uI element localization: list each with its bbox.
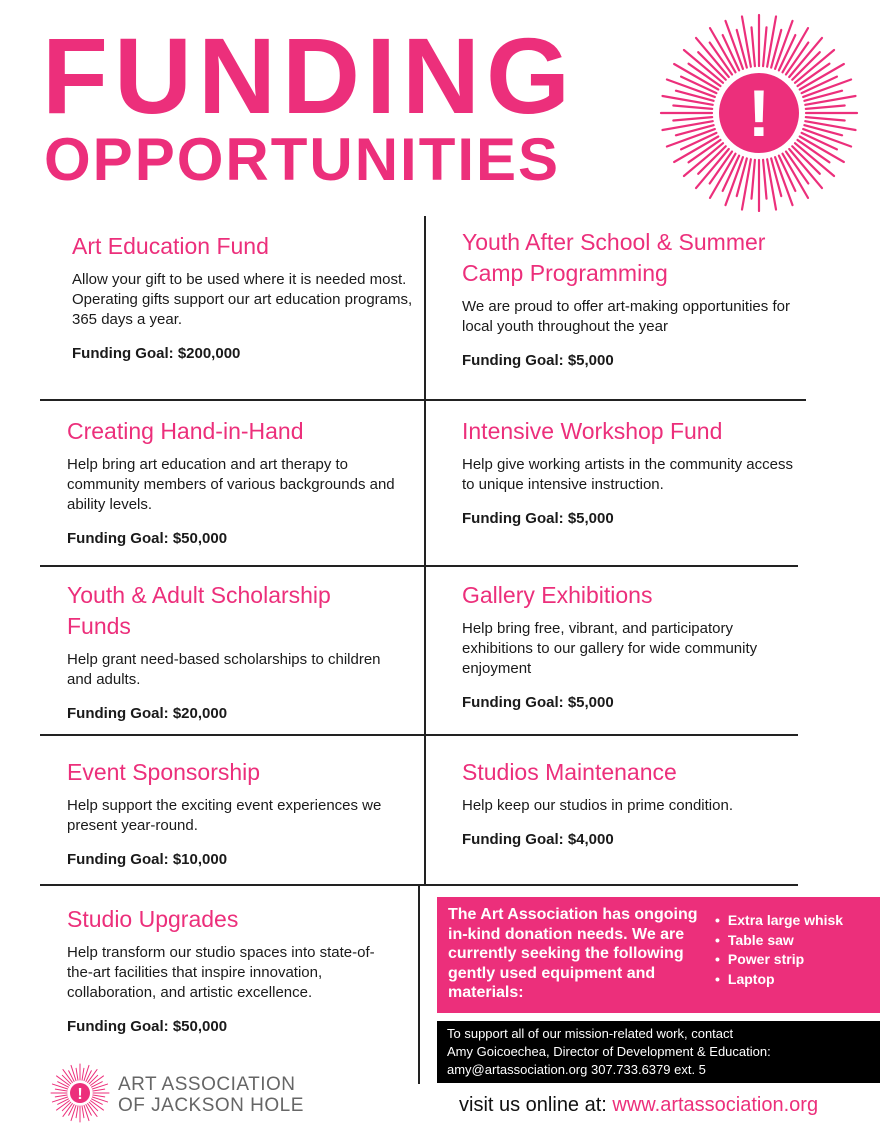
burst-ray bbox=[89, 1075, 97, 1083]
fund-title: Creating Hand-in-Hand bbox=[67, 418, 304, 444]
burst-ray bbox=[805, 121, 855, 130]
fund-gallery-exhibitions bbox=[462, 580, 800, 713]
row-divider-2 bbox=[40, 565, 798, 567]
fund-description: We are proud to offer art-making opportunities for local youth throughout the year bbox=[462, 298, 790, 335]
fund-title: Youth & Adult Scholarship Funds bbox=[67, 582, 331, 639]
fund-description: Help support the exciting event experiences we present year-round. bbox=[67, 797, 382, 834]
fund-description: Help give working artists in the community access to unique intensive instruction. bbox=[462, 456, 793, 493]
fund-title: Art Education Fund bbox=[72, 233, 269, 259]
burst-ray bbox=[84, 1105, 89, 1120]
burst-ray bbox=[82, 1106, 84, 1118]
visit-website bbox=[459, 1094, 818, 1117]
burst-ray bbox=[742, 159, 751, 209]
fund-goal: Funding Goal: $5,000 bbox=[462, 510, 614, 527]
donation-text: The Art Association has ongoing in-kind donation needs. We are currently seeking the following gently used equipment and materials: bbox=[448, 906, 698, 1001]
logo-exclamation: ! bbox=[77, 1086, 83, 1103]
org-name-line: ART ASSOCIATION bbox=[118, 1074, 296, 1095]
fund-goal: Funding Goal: $10,000 bbox=[67, 851, 228, 868]
burst-ray bbox=[71, 1065, 76, 1080]
fund-intensive-workshop bbox=[462, 416, 800, 529]
row-divider-1 bbox=[40, 399, 806, 401]
burst-ray bbox=[71, 1105, 76, 1120]
burst-ray bbox=[763, 160, 766, 199]
exclamation-mark: ! bbox=[748, 76, 770, 150]
burst-ray bbox=[93, 1095, 105, 1097]
burst-ray bbox=[806, 106, 845, 109]
fund-goal: Funding Goal: $20,000 bbox=[67, 705, 228, 722]
contact-email-phone[interactable]: amy@artassociation.org 307.733.6379 ext. 5 bbox=[447, 1062, 706, 1077]
website-link[interactable]: www.artassociation.org bbox=[612, 1094, 819, 1116]
burst-ray bbox=[92, 1084, 107, 1089]
row-divider-4 bbox=[40, 884, 798, 886]
fund-goal: Funding Goal: $5,000 bbox=[462, 694, 614, 711]
burst-ray bbox=[767, 16, 776, 66]
contact-line: To support all of our mission-related work, contact bbox=[447, 1026, 734, 1041]
burst-ray bbox=[806, 117, 845, 120]
burst-ray bbox=[763, 27, 766, 66]
burst-ray bbox=[742, 16, 751, 66]
fund-title: Studios Maintenance bbox=[462, 759, 677, 785]
fund-description: Help grant need-based scholarships to children and adults. bbox=[67, 651, 381, 688]
fund-description: Help transform our studio spaces into state-of-the-art facilities that inspire innovation, collaboration, and artistic excellence. bbox=[67, 944, 375, 1001]
exclamation-burst-icon bbox=[646, 12, 866, 212]
contact-box bbox=[437, 1021, 880, 1083]
in-kind-donation-box bbox=[437, 897, 880, 1013]
fund-goal: Funding Goal: $4,000 bbox=[462, 831, 614, 848]
burst-ray bbox=[76, 1106, 78, 1118]
row-divider-3 bbox=[40, 734, 798, 736]
fund-description: Help bring free, vibrant, and participatory exhibitions to our gallery for wide community enjoyment bbox=[462, 620, 758, 677]
burst-ray bbox=[82, 1068, 84, 1080]
fund-studio-upgrades bbox=[67, 904, 387, 1037]
fund-goal: Funding Goal: $5,000 bbox=[462, 352, 614, 369]
page-subtitle: OPPORTUNITIES bbox=[44, 126, 561, 193]
fund-title: Studio Upgrades bbox=[67, 906, 239, 932]
burst-ray bbox=[89, 1102, 97, 1110]
art-association-logo-icon bbox=[50, 1063, 110, 1123]
burst-ray bbox=[673, 106, 712, 109]
burst-ray bbox=[767, 159, 776, 209]
burst-ray bbox=[76, 1068, 78, 1080]
burst-ray bbox=[662, 96, 712, 105]
burst-ray bbox=[52, 1097, 67, 1102]
list-item: • Table saw bbox=[715, 931, 843, 951]
contact-line: Amy Goicoechea, Director of Development & Education: bbox=[447, 1044, 771, 1059]
list-item: • Laptop bbox=[715, 970, 843, 990]
fund-description: Help keep our studios in prime condition. bbox=[462, 797, 733, 814]
burst-ray bbox=[805, 96, 855, 105]
visit-label: visit us online at: bbox=[459, 1094, 607, 1116]
fund-art-education bbox=[72, 231, 417, 364]
fund-title: Event Sponsorship bbox=[67, 759, 261, 785]
burst-ray bbox=[752, 160, 755, 199]
fund-title: Intensive Workshop Fund bbox=[462, 418, 723, 444]
column-divider-bottom bbox=[418, 886, 420, 1084]
fund-creating-hand-in-hand bbox=[67, 416, 417, 549]
fund-goal: Funding Goal: $200,000 bbox=[72, 345, 241, 362]
column-divider-top bbox=[424, 216, 426, 886]
fund-title: Youth After School & Summer Camp Programming bbox=[462, 229, 766, 286]
burst-ray bbox=[662, 121, 712, 130]
burst-ray bbox=[673, 117, 712, 120]
fund-goal: Funding Goal: $50,000 bbox=[67, 1018, 228, 1035]
list-item: • Power strip bbox=[715, 950, 843, 970]
fund-youth-adult-scholarship bbox=[67, 580, 387, 724]
donation-needs-list bbox=[715, 911, 843, 989]
org-name bbox=[118, 1074, 304, 1116]
burst-ray bbox=[55, 1095, 67, 1097]
fund-goal: Funding Goal: $50,000 bbox=[67, 530, 228, 547]
fund-studios-maintenance bbox=[462, 757, 800, 850]
burst-ray bbox=[52, 1084, 67, 1089]
burst-ray bbox=[62, 1102, 70, 1110]
burst-ray bbox=[55, 1089, 67, 1091]
burst-ray bbox=[92, 1097, 107, 1102]
list-item: • Extra large whisk bbox=[715, 911, 843, 931]
fund-description: Help bring art education and art therapy to community members of various backgrounds and ability levels. bbox=[67, 456, 395, 513]
fund-title: Gallery Exhibitions bbox=[462, 582, 653, 608]
burst-ray bbox=[62, 1075, 70, 1083]
fund-event-sponsorship bbox=[67, 757, 412, 870]
burst-ray bbox=[84, 1065, 89, 1080]
fund-youth-after-school bbox=[462, 227, 800, 371]
burst-ray bbox=[752, 27, 755, 66]
page-title: FUNDING bbox=[42, 15, 576, 136]
burst-ray bbox=[93, 1089, 105, 1091]
org-name-line: OF JACKSON HOLE bbox=[118, 1095, 304, 1116]
fund-description: Allow your gift to be used where it is needed most. Operating gifts support our art education programs, 365 days a year. bbox=[72, 271, 413, 328]
